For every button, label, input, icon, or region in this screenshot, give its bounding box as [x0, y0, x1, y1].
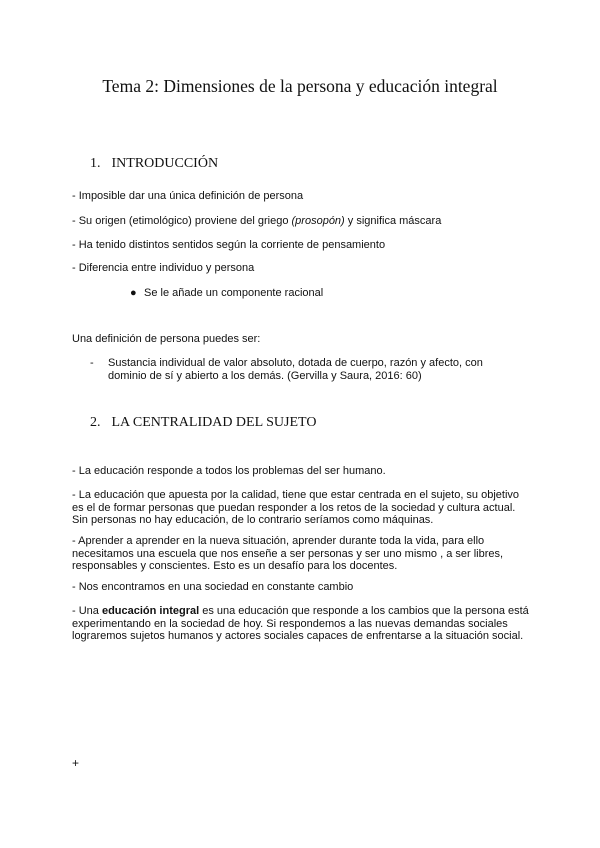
paragraph-5-before: - Una [72, 605, 102, 617]
origin-text-after: y significa máscara [344, 215, 442, 227]
paragraph-5-after: es una educación que responde a los cambios que la persona está experimentando en la sociedad de hoy. Si respondemos a las nuevas demandas sociales lograremos sujetos humanos y actores sociales capaces de enfrentarse a la situación social. [72, 605, 529, 642]
section-2-heading [90, 415, 316, 431]
paragraph-2: - La educación que apuesta por la calidad, tiene que estar centrada en el sujeto, su objetivo es el de formar personas que puedan responder a los retos de la sociedad y cultura actual. Sin personas no hay educación, de lo contrario seríamos como máquinas. [72, 489, 520, 526]
section-1-number: 1. [90, 156, 101, 171]
origin-text-before: - Su origen (etimológico) proviene del griego [72, 215, 292, 227]
section-2-title: LA CENTRALIDAD DEL SUJETO [111, 415, 317, 430]
origin-text-italic: (prosopón) [291, 215, 345, 227]
bullet-text: Se le añade un componente racional [144, 287, 324, 299]
intro-item-1: - Imposible dar una única definición de persona [72, 190, 304, 202]
paragraph-3: - Aprender a aprender en la nueva situación, aprender durante toda la vida, para ello necesitamos una escuela que nos enseñe a ser personas y ser uno mismo , a ser libres, responsables y conscientes. Esto es un desafío para los docentes. [72, 535, 504, 572]
definition-text: Sustancia individual de valor absoluto, dotada de cuerpo, razón y afecto, con dominio de sí y abierto a los demás. (Gervilla y Saura, 2016: 60) [108, 357, 483, 382]
intro-item-3: - Diferencia entre individuo y persona [72, 262, 255, 274]
paragraph-4: - Nos encontramos en una sociedad en constante cambio [72, 581, 354, 593]
intro-item-2: - Ha tenido distintos sentidos según la corriente de pensamiento [72, 239, 386, 251]
footer-mark: + [72, 756, 80, 770]
section-2-number: 2. [90, 415, 101, 430]
section-1-heading [90, 156, 218, 172]
document-title: Tema 2: Dimensiones de la persona y educación integral [102, 76, 498, 96]
paragraph-5-bold: educación integral [101, 605, 200, 617]
definition-dash: - [90, 357, 94, 369]
intro-item-origin [72, 215, 532, 228]
bullet-dot-icon: ● [130, 287, 137, 299]
paragraph-5 [72, 605, 532, 643]
definition-intro: Una definición de persona puedes ser: [72, 333, 261, 345]
paragraph-1: - La educación responde a todos los problemas del ser humano. [72, 465, 386, 477]
section-1-title: INTRODUCCIÓN [111, 156, 219, 171]
